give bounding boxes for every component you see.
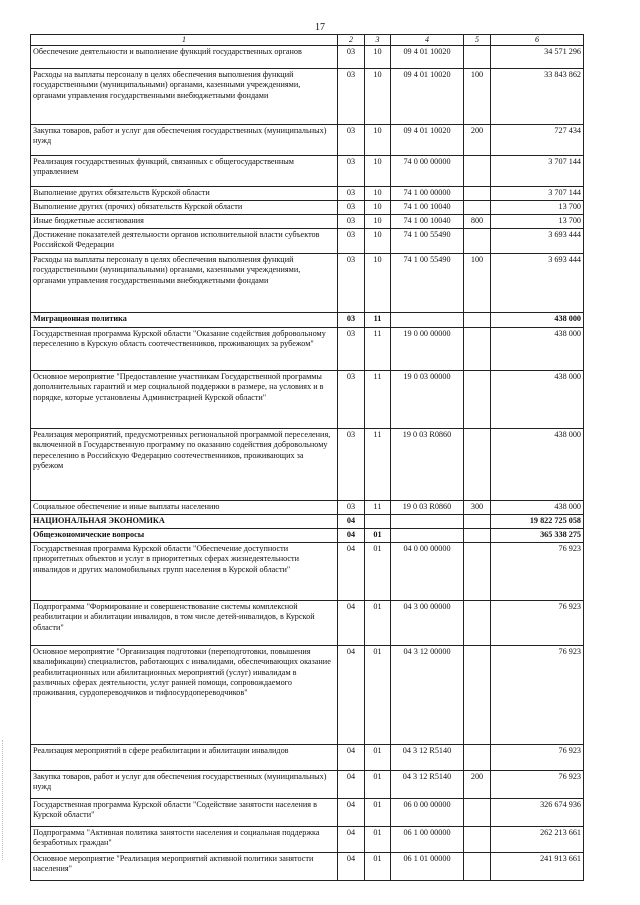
table-row bbox=[31, 799, 584, 827]
row-target-article: 74 0 00 00000 bbox=[391, 156, 464, 187]
table-row bbox=[31, 187, 584, 201]
row-subsection: 01 bbox=[365, 745, 391, 771]
row-subsection: 10 bbox=[365, 69, 391, 125]
row-name: Подпрограмма "Активная политика занятости населения и социальная поддержка безработных граждан" bbox=[31, 827, 338, 853]
table-row bbox=[31, 46, 584, 69]
row-target-article: 04 3 12 R5140 bbox=[391, 745, 464, 771]
row-name: Закупка товаров, работ и услуг для обеспечения государственных (муниципальных) нужд bbox=[31, 771, 338, 799]
header-vr: 5 bbox=[464, 35, 491, 46]
row-amount: 13 700 bbox=[491, 201, 584, 215]
row-expense-type: 300 bbox=[464, 501, 491, 515]
page-number: 17 bbox=[315, 22, 325, 33]
row-expense-type: 100 bbox=[464, 254, 491, 313]
row-subsection: 01 bbox=[365, 771, 391, 799]
row-name: Миграционная политика bbox=[31, 313, 338, 328]
table-row bbox=[31, 601, 584, 646]
row-amount: 19 822 725 058 bbox=[491, 515, 584, 529]
row-subsection: 10 bbox=[365, 187, 391, 201]
row-section: 03 bbox=[338, 328, 365, 371]
row-name: Расходы на выплаты персоналу в целях обеспечения выполнения функций государственными (муниципальными) органами, казенными учреждениями, органами управления государственными внебюджетными фондами bbox=[31, 69, 338, 125]
row-subsection: 10 bbox=[365, 215, 391, 229]
row-subsection: 01 bbox=[365, 853, 391, 881]
margin-mark bbox=[2, 740, 4, 860]
table-row bbox=[31, 646, 584, 745]
row-expense-type bbox=[464, 371, 491, 429]
row-name: Реализация мероприятий, предусмотренных региональной программой переселения, включенной в Государственную программу по оказанию содействия добровольному переселению в Российскую Федерацию соотечественников, проживающих за рубежом bbox=[31, 429, 338, 501]
table-row bbox=[31, 328, 584, 371]
row-section: 03 bbox=[338, 429, 365, 501]
row-target-article: 74 1 00 10040 bbox=[391, 215, 464, 229]
row-name: Основное мероприятие "Организация подготовки (переподготовки, повышения квалификации) специалистов, работающих с инвалидами, обеспечивающих оказание реабилитационных или абилитационных мероприятий (услуг) инвалидам в различных сферах деятельности, услуг ранней помощи, сопровождаемого проживания, сурдопереводчиков и тифлосурдопереводчиков" bbox=[31, 646, 338, 745]
row-name: Выполнение других обязательств Курской области bbox=[31, 187, 338, 201]
row-subsection: 10 bbox=[365, 46, 391, 69]
row-subsection: 10 bbox=[365, 156, 391, 187]
table-header-row bbox=[31, 35, 584, 46]
table-row bbox=[31, 827, 584, 853]
row-expense-type: 800 bbox=[464, 215, 491, 229]
row-amount: 76 923 bbox=[491, 745, 584, 771]
row-amount: 3 707 144 bbox=[491, 187, 584, 201]
row-subsection: 10 bbox=[365, 254, 391, 313]
row-amount: 727 434 bbox=[491, 125, 584, 156]
row-expense-type: 100 bbox=[464, 69, 491, 125]
row-expense-type: 200 bbox=[464, 125, 491, 156]
row-target-article: 74 1 00 55490 bbox=[391, 229, 464, 254]
row-expense-type bbox=[464, 515, 491, 529]
row-subsection: 01 bbox=[365, 799, 391, 827]
row-subsection: 01 bbox=[365, 601, 391, 646]
row-expense-type bbox=[464, 201, 491, 215]
row-expense-type bbox=[464, 229, 491, 254]
row-expense-type bbox=[464, 156, 491, 187]
row-section: 03 bbox=[338, 501, 365, 515]
row-amount: 365 338 275 bbox=[491, 529, 584, 543]
row-subsection: 11 bbox=[365, 328, 391, 371]
row-amount: 438 000 bbox=[491, 429, 584, 501]
row-section: 04 bbox=[338, 529, 365, 543]
row-amount: 3 693 444 bbox=[491, 254, 584, 313]
row-target-article: 06 1 00 00000 bbox=[391, 827, 464, 853]
row-subsection: 01 bbox=[365, 646, 391, 745]
row-section: 04 bbox=[338, 827, 365, 853]
row-expense-type bbox=[464, 328, 491, 371]
row-amount: 33 843 862 bbox=[491, 69, 584, 125]
row-section: 03 bbox=[338, 371, 365, 429]
row-target-article: 09 4 01 10020 bbox=[391, 125, 464, 156]
row-section: 04 bbox=[338, 771, 365, 799]
table-row bbox=[31, 156, 584, 187]
row-expense-type bbox=[464, 799, 491, 827]
row-amount: 76 923 bbox=[491, 771, 584, 799]
row-amount: 3 707 144 bbox=[491, 156, 584, 187]
row-section: 04 bbox=[338, 745, 365, 771]
row-subsection: 11 bbox=[365, 501, 391, 515]
row-subsection: 01 bbox=[365, 529, 391, 543]
table-row bbox=[31, 313, 584, 328]
row-amount: 34 571 296 bbox=[491, 46, 584, 69]
row-subsection: 10 bbox=[365, 125, 391, 156]
row-expense-type: 200 bbox=[464, 771, 491, 799]
row-name: Основное мероприятие "Предоставление участникам Государственной программы дополнительных гарантий и мер социальной поддержки в размере, на условиях и в порядке, которые установлены Администрацией Курской области" bbox=[31, 371, 338, 429]
row-section: 04 bbox=[338, 853, 365, 881]
row-target-article: 19 0 03 R0860 bbox=[391, 501, 464, 515]
row-name: Подпрограмма "Формирование и совершенствование системы комплексной реабилитации и абилитации инвалидов, в том числе детей-инвалидов, в Курской области" bbox=[31, 601, 338, 646]
table-row bbox=[31, 853, 584, 881]
row-name: Реализация мероприятий в сфере реабилитации и абилитации инвалидов bbox=[31, 745, 338, 771]
row-amount: 241 913 661 bbox=[491, 853, 584, 881]
row-subsection bbox=[365, 515, 391, 529]
row-name: Реализация государственных функций, связанных с общегосударственным управлением bbox=[31, 156, 338, 187]
budget-table bbox=[30, 34, 584, 881]
row-target-article: 19 0 00 00000 bbox=[391, 328, 464, 371]
row-target-article bbox=[391, 313, 464, 328]
row-section: 03 bbox=[338, 201, 365, 215]
row-subsection: 01 bbox=[365, 543, 391, 601]
header-name: 1 bbox=[31, 35, 338, 46]
row-section: 04 bbox=[338, 799, 365, 827]
row-subsection: 10 bbox=[365, 201, 391, 215]
row-name: Общеэкономические вопросы bbox=[31, 529, 338, 543]
row-name: Выполнение других (прочих) обязательств Курской области bbox=[31, 201, 338, 215]
row-subsection: 10 bbox=[365, 229, 391, 254]
row-section: 04 bbox=[338, 543, 365, 601]
row-section: 03 bbox=[338, 313, 365, 328]
row-subsection: 11 bbox=[365, 313, 391, 328]
row-name: Обеспечение деятельности и выполнение функций государственных органов bbox=[31, 46, 338, 69]
row-section: 03 bbox=[338, 215, 365, 229]
row-section: 04 bbox=[338, 515, 365, 529]
row-expense-type bbox=[464, 853, 491, 881]
row-name: Государственная программа Курской области "Оказание содействия добровольному переселению в Курскую область соотечественников, проживающих за рубежом" bbox=[31, 328, 338, 371]
row-name: Государственная программа Курской области "Обеспечение доступности приоритетных объектов и услуг в приоритетных сферах жизнедеятельности инвалидов и других маломобильных групп населения в Курской области" bbox=[31, 543, 338, 601]
row-target-article: 74 1 00 00000 bbox=[391, 187, 464, 201]
row-target-article: 19 0 03 00000 bbox=[391, 371, 464, 429]
row-name: Социальное обеспечение и иные выплаты населению bbox=[31, 501, 338, 515]
row-target-article: 04 3 00 00000 bbox=[391, 601, 464, 646]
row-section: 04 bbox=[338, 601, 365, 646]
table-row bbox=[31, 745, 584, 771]
row-amount: 13 700 bbox=[491, 215, 584, 229]
table-row bbox=[31, 371, 584, 429]
row-name: Достижение показателей деятельности органов исполнительной власти субъектов Российской Федерации bbox=[31, 229, 338, 254]
row-amount: 76 923 bbox=[491, 601, 584, 646]
row-expense-type bbox=[464, 187, 491, 201]
row-section: 03 bbox=[338, 69, 365, 125]
row-target-article: 09 4 01 10020 bbox=[391, 69, 464, 125]
table-row bbox=[31, 543, 584, 601]
row-amount: 438 000 bbox=[491, 501, 584, 515]
row-target-article: 06 1 01 00000 bbox=[391, 853, 464, 881]
row-target-article bbox=[391, 529, 464, 543]
row-name: Государственная программа Курской области "Содействие занятости населения в Курской области" bbox=[31, 799, 338, 827]
header-csr: 4 bbox=[391, 35, 464, 46]
table-row bbox=[31, 254, 584, 313]
row-name: Основное мероприятие "Реализация мероприятий активной политики занятости населения" bbox=[31, 853, 338, 881]
row-expense-type bbox=[464, 46, 491, 69]
row-name: НАЦИОНАЛЬНАЯ ЭКОНОМИКА bbox=[31, 515, 338, 529]
row-expense-type bbox=[464, 543, 491, 601]
row-expense-type bbox=[464, 429, 491, 501]
row-target-article: 04 3 12 R5140 bbox=[391, 771, 464, 799]
row-target-article: 04 0 00 00000 bbox=[391, 543, 464, 601]
header-pr: 3 bbox=[365, 35, 391, 46]
row-expense-type bbox=[464, 646, 491, 745]
table-row bbox=[31, 429, 584, 501]
row-target-article: 04 3 12 00000 bbox=[391, 646, 464, 745]
row-amount: 326 674 936 bbox=[491, 799, 584, 827]
row-target-article: 19 0 03 R0860 bbox=[391, 429, 464, 501]
row-target-article: 74 1 00 55490 bbox=[391, 254, 464, 313]
row-section: 03 bbox=[338, 156, 365, 187]
table-row bbox=[31, 69, 584, 125]
row-amount: 438 000 bbox=[491, 313, 584, 328]
row-amount: 438 000 bbox=[491, 371, 584, 429]
row-amount: 3 693 444 bbox=[491, 229, 584, 254]
row-expense-type bbox=[464, 827, 491, 853]
row-section: 03 bbox=[338, 46, 365, 69]
row-subsection: 11 bbox=[365, 429, 391, 501]
table-row bbox=[31, 771, 584, 799]
table-row bbox=[31, 125, 584, 156]
row-subsection: 01 bbox=[365, 827, 391, 853]
row-amount: 438 000 bbox=[491, 328, 584, 371]
row-name: Закупка товаров, работ и услуг для обеспечения государственных (муниципальных) нужд bbox=[31, 125, 338, 156]
row-section: 03 bbox=[338, 187, 365, 201]
table-row bbox=[31, 229, 584, 254]
row-section: 03 bbox=[338, 254, 365, 313]
row-name: Иные бюджетные ассигнования bbox=[31, 215, 338, 229]
row-target-article bbox=[391, 515, 464, 529]
row-amount: 262 213 661 bbox=[491, 827, 584, 853]
header-sum: 6 bbox=[491, 35, 584, 46]
row-target-article: 74 1 00 10040 bbox=[391, 201, 464, 215]
row-amount: 76 923 bbox=[491, 543, 584, 601]
row-expense-type bbox=[464, 745, 491, 771]
row-name: Расходы на выплаты персоналу в целях обеспечения выполнения функций государственными (муниципальными) органами, казенными учреждениями, органами управления государственными внебюджетными фондами bbox=[31, 254, 338, 313]
row-section: 03 bbox=[338, 229, 365, 254]
row-expense-type bbox=[464, 601, 491, 646]
row-section: 03 bbox=[338, 125, 365, 156]
row-expense-type bbox=[464, 313, 491, 328]
row-section: 04 bbox=[338, 646, 365, 745]
table-row bbox=[31, 501, 584, 515]
table-row bbox=[31, 215, 584, 229]
table-row bbox=[31, 201, 584, 215]
row-subsection: 11 bbox=[365, 371, 391, 429]
table-row bbox=[31, 515, 584, 529]
header-rz: 2 bbox=[338, 35, 365, 46]
row-expense-type bbox=[464, 529, 491, 543]
row-target-article: 09 4 01 10020 bbox=[391, 46, 464, 69]
table-row bbox=[31, 529, 584, 543]
row-amount: 76 923 bbox=[491, 646, 584, 745]
row-target-article: 06 0 00 00000 bbox=[391, 799, 464, 827]
